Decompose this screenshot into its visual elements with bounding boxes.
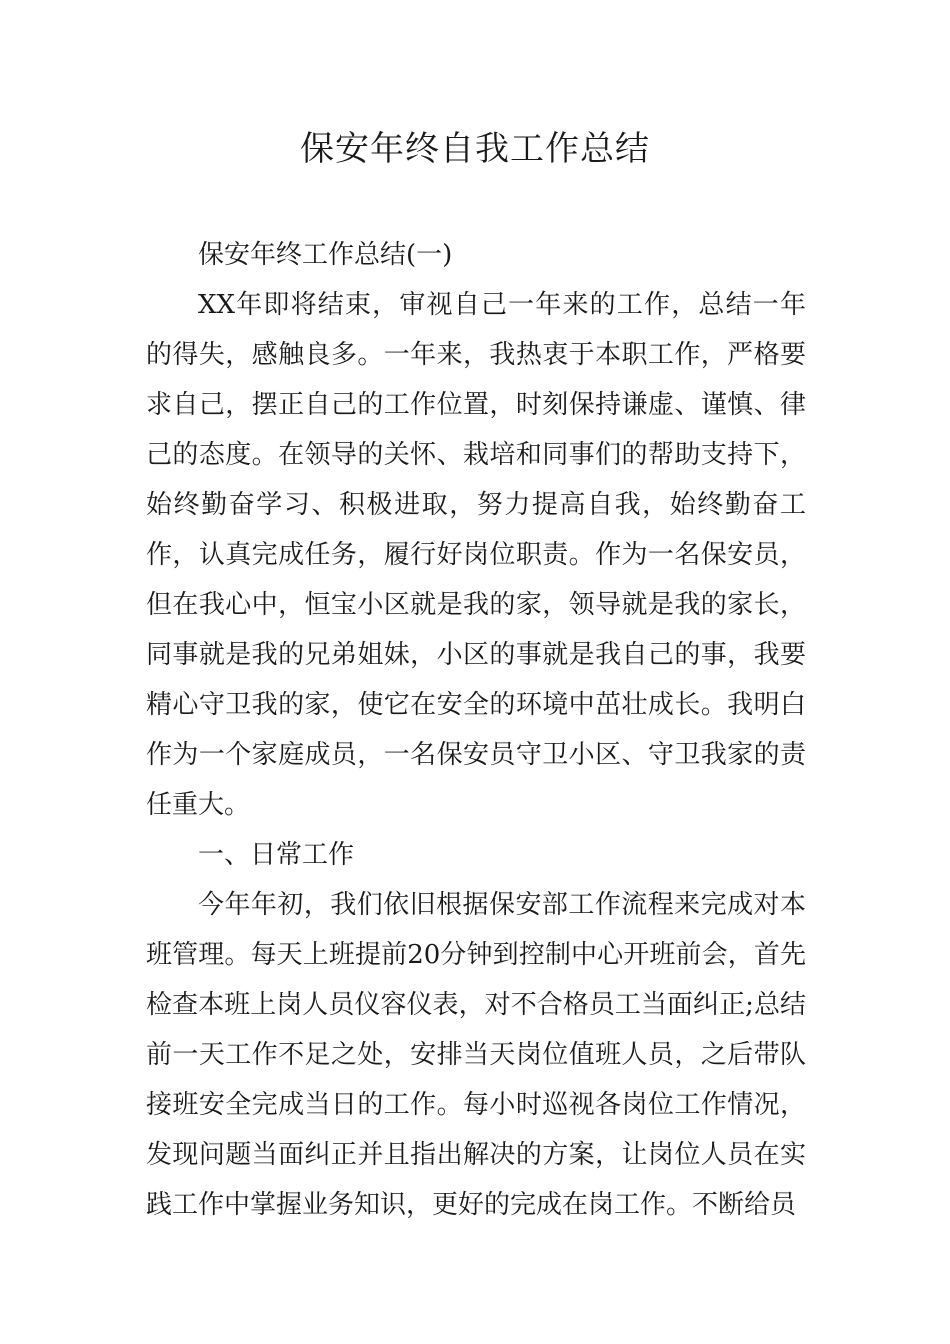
paragraph: 今年年初，我们依旧根据保安部工作流程来完成对本班管理。每天上班提前20分钟到控制中心开班前会，首先检查本班上岗人员仪容仪表，对不合格员工当面纠正;总结前一天工作不足之处，安排当天岗位值班人员，之后带队接班安全完成当日的工作。每小时巡视各岗位工作情况，发现问题当面纠正并且指出解决的方案，让岗位人员在实践工作中掌握业务知识，更好的完成在岗工作。不断给员 <box>146 890 806 1220</box>
document-body <box>146 230 806 1230</box>
section-heading: 保安年终工作总结(一) <box>198 240 453 270</box>
paragraph: XX年即将结束，审视自己一年来的工作，总结一年的得失，感触良多。一年来，我热衷于本职工作，严格要求自己，摆正自己的工作位置，时刻保持谦虚、谨慎、律己的态度。在领导的关怀、栽培和同事们的帮助支持下，始终勤奋学习、积极进取，努力提高自我，始终勤奋工作，认真完成任务，履行好岗位职责。作为一名保安员，但在我心中，恒宝小区就是我的家，领导就是我的家长，同事就是我的兄弟姐妹，小区的事就是我自己的事，我要精心守卫我的家，使它在安全的环境中茁壮成长。我明白作为一个家庭成员，一名保安员守卫小区、守卫我家的责任重大。 <box>146 290 806 820</box>
document-title: 保安年终自我工作总结 <box>300 129 650 169</box>
section-heading: 一、日常工作 <box>198 840 355 870</box>
